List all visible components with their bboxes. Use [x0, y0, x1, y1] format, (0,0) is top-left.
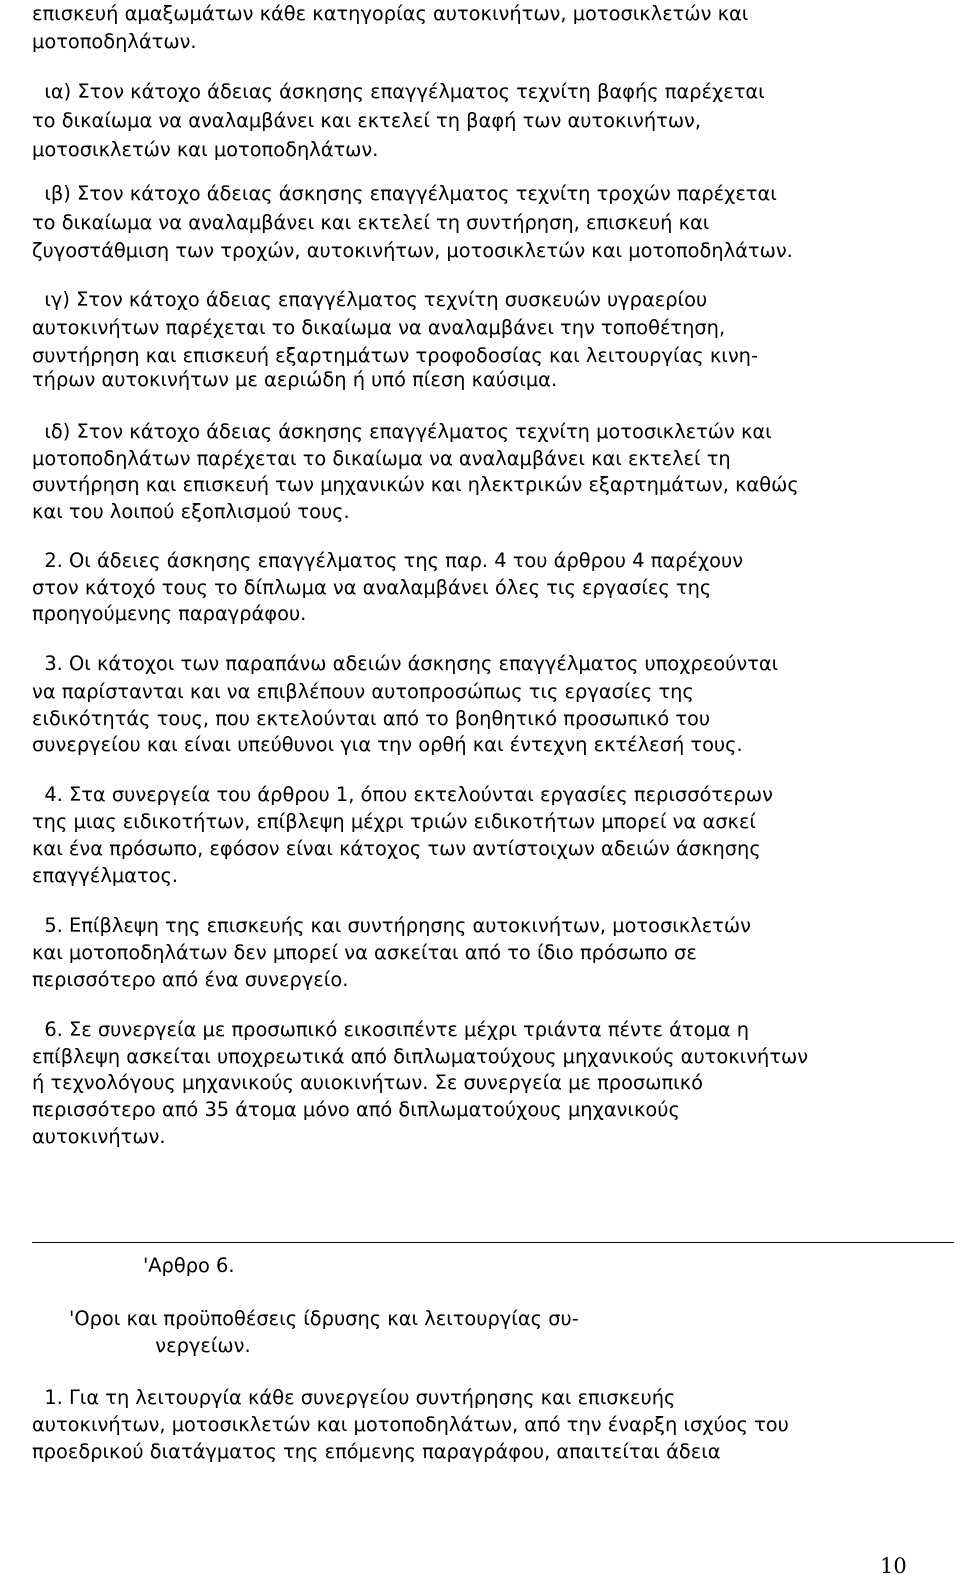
text-line: ιδ) Στον κάτοχο άδειας άσκησης επαγγέλματος τεχνίτη μοτοσικλετών και [32, 420, 772, 443]
text-line: και ένα πρόσωπο, εφόσον είναι κάτοχος των αντίστοιχων αδειών άσκησης [32, 837, 761, 860]
text-line: επίβλεψη ασκείται υποχρεωτικά από διπλωματούχους μηχανικούς αυτοκινήτων [32, 1045, 809, 1068]
text-line: μοτοσικλετών και μοτοποδηλάτων. [32, 138, 379, 161]
text-line: ζυγοστάθμιση των τροχών, αυτοκινήτων, μοτοσικλετών και μοτοποδηλάτων. [32, 239, 793, 262]
text-line: το δικαίωμα να αναλαμβάνει και εκτελεί τη συντήρηση, επισκευή και [32, 211, 710, 234]
text-line: 4. Στα συνεργεία του άρθρου 1, όπου εκτελούνται εργασίες περισσότερων [32, 783, 773, 806]
text-line: περισσότερο από 35 άτομα μόνο από διπλωματούχους μηχανικούς [32, 1098, 680, 1121]
text-line: στον κάτοχό τους το δίπλωμα να αναλαμβάνει όλες τις εργασίες της [32, 576, 712, 599]
divider [32, 1242, 954, 1243]
text-line: επισκευή αμαξωμάτων κάθε κατηγορίας αυτοκινήτων, μοτοσικλετών και [32, 2, 749, 25]
text-line: και μοτοποδηλάτων δεν μπορεί να ασκείται από το ίδιο πρόσωπο σε [32, 941, 697, 964]
text-line: μοτοποδηλάτων. [32, 30, 197, 53]
text-line: περισσότερο από ένα συνεργείο. [32, 968, 349, 991]
text-line: αυτοκινήτων παρέχεται το δικαίωμα να αναλαμβάνει την τοποθέτηση, [32, 316, 726, 339]
text-line: 6. Σε συνεργεία με προσωπικό εικοσιπέντε μέχρι τριάντα πέντε άτομα η [32, 1018, 750, 1041]
text-line: συντήρηση και επισκευή των μηχανικών και ηλεκτρικών εξαρτημάτων, καθώς [32, 473, 799, 496]
text-line: τήρων αυτοκινήτων με αεριώδη ή υπό πίεση καύσιμα. [32, 368, 558, 391]
text-line: προηγούμενης παραγράφου. [32, 602, 307, 625]
article-title-continued: νεργείων. [32, 1334, 251, 1357]
text-line: 1. Για τη λειτουργία κάθε συνεργείου συντήρησης και επισκευής [32, 1386, 676, 1409]
text-line: και του λοιπού εξοπλισμού τους. [32, 500, 350, 523]
text-line: ιβ) Στον κάτοχο άδειας άσκησης επαγγέλματος τεχνίτη τροχών παρέχεται [32, 182, 777, 205]
text-line: 2. Οι άδειες άσκησης επαγγέλματος της παρ. 4 του άρθρου 4 παρέχουν [32, 549, 744, 572]
text-line: ιγ) Στον κάτοχο άδειας επαγγέλματος τεχνίτη συσκευών υγραερίου [32, 288, 708, 311]
text-line: το δικαίωμα να αναλαμβάνει και εκτελεί τη βαφή των αυτοκινήτων, [32, 109, 702, 132]
text-line: της μιας ειδικοτήτων, επίβλεψη μέχρι τριών ειδικοτήτων μπορεί να ασκεί [32, 810, 756, 833]
text-line: ή τεχνολόγους μηχανικούς αυιοκινήτων. Σε συνεργεία με προσωπικό [32, 1071, 703, 1094]
page-number: 10 [880, 1554, 907, 1578]
text-line: αυτοκινήτων. [32, 1125, 166, 1148]
text-line: συνεργείου και είναι υπεύθυνοι για την ορθή και έντεχνη εκτέλεσή τους. [32, 733, 743, 756]
article-title: 'Οροι και προϋποθέσεις ίδρυσης και λειτουργίας συ- [32, 1307, 579, 1330]
article-heading: 'Αρθρο 6. [32, 1254, 235, 1277]
text-line: 5. Επίβλεψη της επισκευής και συντήρησης αυτοκινήτων, μοτοσικλετών [32, 914, 751, 937]
text-line: ια) Στον κάτοχο άδειας άσκησης επαγγέλματος τεχνίτη βαφής παρέχεται [32, 80, 765, 103]
text-line: συντήρηση και επισκευή εξαρτημάτων τροφοδοσίας και λειτουργίας κινη- [32, 344, 758, 367]
text-line: ειδικότητάς τους, που εκτελούνται από το βοηθητικό προσωπικό του [32, 707, 711, 730]
text-line: 3. Οι κάτοχοι των παραπάνω αδειών άσκησης επαγγέλματος υποχρεούνται [32, 652, 779, 675]
text-line: προεδρικού διατάγματος της επόμενης παραγράφου, απαιτείται άδεια [32, 1440, 721, 1463]
text-line: μοτοποδηλάτων παρέχεται το δικαίωμα να αναλαμβάνει και εκτελεί τη [32, 447, 731, 470]
text-line: να παρίστανται και να επιβλέπουν αυτοπροσώπως τις εργασίες της [32, 680, 694, 703]
text-line: επαγγέλματος. [32, 864, 179, 887]
text-line: αυτοκινήτων, μοτοσικλετών και μοτοποδηλάτων, από την έναρξη ισχύος του [32, 1413, 789, 1436]
